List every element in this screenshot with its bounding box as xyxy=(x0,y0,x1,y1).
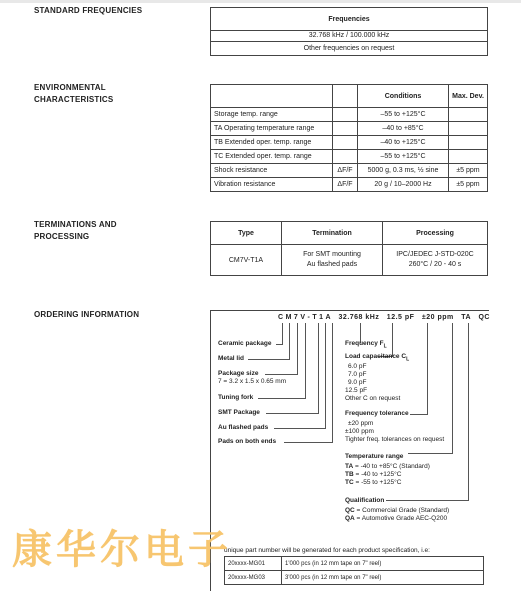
table-row xyxy=(211,108,488,122)
connector-line xyxy=(452,323,453,453)
connector-line xyxy=(248,359,290,360)
env-header-max-dev: Max. Dev. xyxy=(449,85,488,108)
env-condition: –40 to +85°C xyxy=(358,122,449,136)
label-tuning-fork: Tuning fork xyxy=(218,394,254,401)
term-header-type: Type xyxy=(211,222,282,245)
heading-ordering: ORDERING INFORMATION xyxy=(34,310,140,319)
env-param: TB Extended oper. temp. range xyxy=(211,136,333,150)
env-header-conditions: Conditions xyxy=(358,85,449,108)
load-cap-value: 7.0 pF xyxy=(348,371,367,378)
watermark-text: 康华尔电子 xyxy=(12,526,232,573)
qual-value xyxy=(345,507,449,515)
label-tolerance: Frequency tolerance xyxy=(345,410,409,417)
env-condition: –55 to +125°C xyxy=(358,108,449,122)
code-part: - xyxy=(307,314,311,321)
frequencies-other: Other frequencies on request xyxy=(211,42,488,56)
load-cap-value: 6.0 pF xyxy=(348,363,367,370)
connector-line xyxy=(289,323,290,359)
env-condition: 5000 g, 0.3 ms, ½ sine xyxy=(358,164,449,178)
connector-line xyxy=(274,428,326,429)
env-param: Vibration resistance xyxy=(211,178,333,192)
label-load-cap-sub: L xyxy=(406,356,410,363)
code-part: M xyxy=(285,314,292,321)
table-row xyxy=(211,178,488,192)
label-package-size-value: 7 = 3.2 x 1.5 x 0.65 mm xyxy=(218,378,287,385)
pack-code: 20xxxx-MG01 xyxy=(225,557,282,571)
code-tolerance: ±20 ppm xyxy=(421,314,454,321)
connector-line xyxy=(266,413,319,414)
label-package-size: Package size xyxy=(218,370,259,377)
env-max-dev xyxy=(449,108,488,122)
label-frequency-sub: L xyxy=(383,343,387,350)
connector-line xyxy=(318,323,319,413)
connector-line xyxy=(392,323,393,356)
code-temp: TA xyxy=(461,314,471,321)
env-max-dev xyxy=(449,150,488,164)
label-pads-both: Pads on both ends xyxy=(218,438,277,445)
qual-code: QA xyxy=(345,515,355,522)
connector-line xyxy=(282,323,283,344)
env-symbol xyxy=(333,150,358,164)
qual-text: = Commercial Grade (Standard) xyxy=(354,507,450,514)
label-smt: SMT Package xyxy=(218,409,260,416)
env-param: TC Extended oper. temp. range xyxy=(211,150,333,164)
label-frequency xyxy=(345,340,387,350)
table-row xyxy=(211,150,488,164)
env-symbol xyxy=(333,108,358,122)
env-param: Shock resistance xyxy=(211,164,333,178)
code-part: A xyxy=(325,314,332,321)
frequencies-header: Frequencies xyxy=(211,8,488,31)
temp-text: = -40 to +125°C xyxy=(353,471,402,478)
heading-standard-frequencies: STANDARD FREQUENCIES xyxy=(34,6,143,15)
env-param: Storage temp. range xyxy=(211,108,333,122)
table-row xyxy=(225,571,484,585)
env-max-dev: ±5 ppm xyxy=(449,178,488,192)
temp-value xyxy=(345,471,401,479)
frequencies-standard: 32.768 kHz / 100.000 kHz xyxy=(211,31,488,42)
connector-line xyxy=(305,323,306,398)
temp-code: TC xyxy=(345,479,354,486)
label-load-cap xyxy=(345,353,409,363)
term-termination xyxy=(282,245,383,276)
connector-line xyxy=(410,414,428,415)
pack-code: 20xxxx-MG03 xyxy=(225,571,282,585)
label-qualification: Qualification xyxy=(345,497,385,504)
connector-line xyxy=(332,323,333,442)
temp-text: = -55 to +125°C xyxy=(353,479,402,486)
term-processing-line2: 260°C / 20 - 40 s xyxy=(408,261,462,268)
env-condition: –55 to +125°C xyxy=(358,150,449,164)
table-row xyxy=(211,122,488,136)
term-processing-line1: IPC/JEDEC J-STD-020C xyxy=(396,251,474,258)
connector-line xyxy=(386,500,469,501)
top-strip xyxy=(0,0,521,3)
connector-line xyxy=(427,323,428,414)
env-header-blank-2 xyxy=(333,85,358,108)
env-max-dev xyxy=(449,122,488,136)
environmental-table xyxy=(210,84,488,192)
temp-code: TA xyxy=(345,463,354,470)
code-part: 1 xyxy=(319,314,324,321)
env-symbol xyxy=(333,122,358,136)
label-temp-range: Temperature range xyxy=(345,453,404,460)
term-termination-line2: Au flashed pads xyxy=(306,261,358,268)
env-symbol: ΔF/F xyxy=(333,164,358,178)
connector-line xyxy=(284,442,333,443)
connector-line xyxy=(276,344,283,345)
code-part: 7 xyxy=(293,314,299,321)
qual-text: = Automotive Grade AEC-Q200 xyxy=(354,515,448,522)
term-processing xyxy=(383,245,488,276)
table-row xyxy=(211,245,488,276)
env-param: TA Operating temperature range xyxy=(211,122,333,136)
qual-value xyxy=(345,515,447,523)
code-load-cap: 12.5 pF xyxy=(386,314,415,321)
env-header-blank xyxy=(211,85,333,108)
env-max-dev: ±5 ppm xyxy=(449,164,488,178)
label-frequency-text: Frequency F xyxy=(345,340,384,347)
env-symbol: ΔF/F xyxy=(333,178,358,192)
table-row xyxy=(225,557,484,571)
pack-desc: 3'000 pcs (in 12 mm tape on 7" reel) xyxy=(282,571,484,585)
env-max-dev xyxy=(449,136,488,150)
connector-line xyxy=(258,398,306,399)
tolerance-value: ±100 ppm xyxy=(345,428,374,435)
packaging-table xyxy=(224,556,484,585)
frequencies-table xyxy=(210,7,488,56)
temp-value xyxy=(345,479,401,487)
term-type: CM7V-T1A xyxy=(211,245,282,276)
terminations-table xyxy=(210,221,488,276)
env-symbol xyxy=(333,136,358,150)
env-condition: 20 g / 10–2000 Hz xyxy=(358,178,449,192)
connector-line xyxy=(408,453,453,454)
code-part: V xyxy=(300,314,306,321)
label-load-cap-text: Load capacitance C xyxy=(345,353,407,360)
code-part: C xyxy=(278,314,284,321)
table-row xyxy=(211,136,488,150)
label-metal-lid: Metal lid xyxy=(218,355,245,362)
connector-line xyxy=(265,374,298,375)
code-part: T xyxy=(312,314,318,321)
tolerance-note: Tighter freq. tolerances on request xyxy=(345,436,445,443)
load-cap-other: Other C on request xyxy=(345,395,401,402)
env-condition: –40 to +125°C xyxy=(358,136,449,150)
term-termination-line1: For SMT mounting xyxy=(303,251,361,258)
tolerance-value: ±20 ppm xyxy=(348,420,374,427)
pack-desc: 1'000 pcs (in 12 mm tape on 7" reel) xyxy=(282,557,484,571)
table-row xyxy=(211,164,488,178)
heading-terminations: TERMINATIONS AND PROCESSING xyxy=(34,220,117,241)
temp-value xyxy=(345,463,430,471)
connector-line xyxy=(297,323,298,374)
temp-code: TB xyxy=(345,471,354,478)
qual-code: QC xyxy=(345,507,355,514)
part-number-note: unique part number will be generated for each product specification, i.e: xyxy=(224,547,430,554)
term-header-processing: Processing xyxy=(383,222,488,245)
code-frequency: 32.768 kHz xyxy=(338,314,380,321)
load-cap-value: 12.5 pF xyxy=(345,387,368,394)
code-qual: QC xyxy=(478,314,490,321)
label-au-pads: Au flashed pads xyxy=(218,424,269,431)
ordering-code xyxy=(278,314,492,321)
temp-text: = -40 to +85°C (Standard) xyxy=(353,463,430,470)
label-ceramic: Ceramic package xyxy=(218,340,272,347)
term-header-termination: Termination xyxy=(282,222,383,245)
load-cap-value: 9.0 pF xyxy=(348,379,367,386)
connector-line xyxy=(325,323,326,428)
heading-environmental: ENVIRONMENTAL CHARACTERISTICS xyxy=(34,83,114,104)
connector-line xyxy=(468,323,469,500)
